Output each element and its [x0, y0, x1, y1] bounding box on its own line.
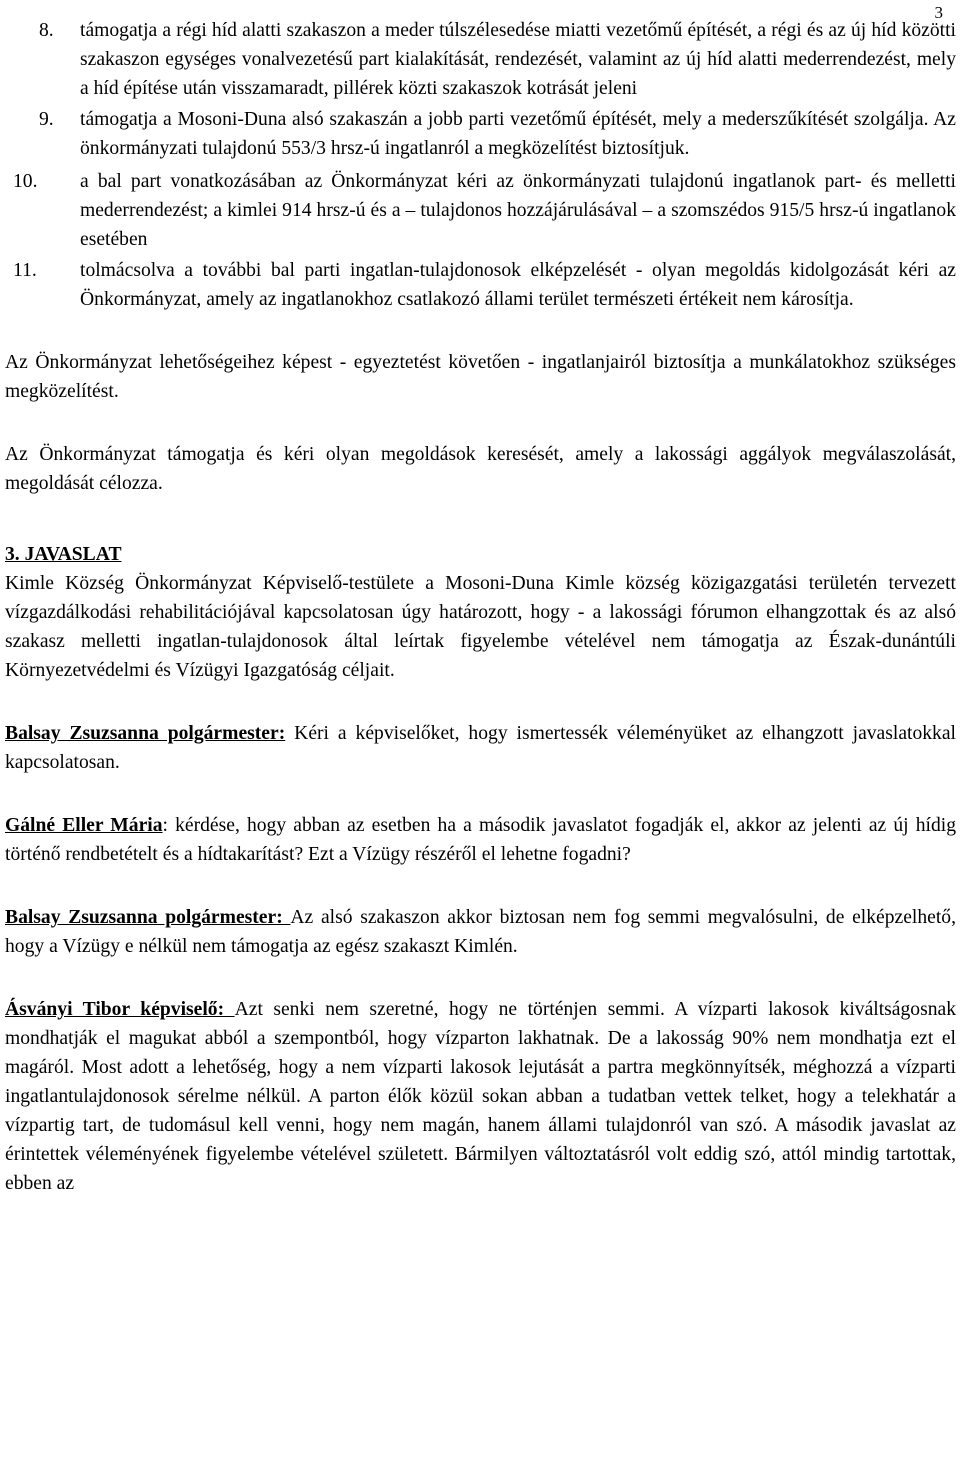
- statement-asvanyi: [5, 995, 956, 1198]
- list-item: [5, 105, 956, 163]
- list-item: [5, 256, 956, 314]
- speaker-name: Balsay Zsuzsanna polgármester:: [5, 907, 291, 928]
- list-item-text: támogatja a régi híd alatti szakaszon a meder túlszélesedése miatti vezetőmű építését, a régi és az új híd közötti szakaszon egységes vonalvezetésű part kialakítását, rendezését, valamint az új híd alatti mederrendezést, mely a híd építése után visszamaradt, pillérek közti szakaszok kotrását jeleni: [80, 20, 956, 99]
- list-item: [5, 167, 956, 254]
- paragraph-access: Az Önkormányzat lehetőségeihez képest - egyeztetést követően - ingatlanjairól biztosítja a munkálatokhoz szükséges megközelítést.: [5, 352, 956, 402]
- statement-mayor-2: [5, 903, 956, 961]
- statement-text: Azt senki nem szeretné, hogy ne történjen semmi. A vízparti lakosok kiváltságosnak mondhatják el magukat abból a szempontból, hogy vízparton lakhatnak. De a lakosság 90% nem mondhatja ezt el magáról. Most adott a lehetőség, hogy a nem vízparti lakosok lejutását a partra megkönnyítsék, méghozzá a vízparti ingatlantulajdonosok sérelme nélkül. A parton élők közül sokan abban a tudatban vettek telket, hogy a telekhatár a vízpartig tart, de tudomásul kell venni, hogy nem magán, hanem állami tulajdonról van szó. A második javaslat az érintettek véleményének figyelembe vételével született. Bármilyen változtatásról volt eddig szó, attól mindig tartottak, ebben az: [5, 999, 956, 1194]
- document-body: [5, 16, 956, 1198]
- statement-mayor-1: [5, 719, 956, 777]
- list-item-text: tolmácsolva a további bal parti ingatlan-tulajdonosok elképzelését - olyan megoldás kidolgozását kéri az Önkormányzat, amely az ingatlanokhoz csatlakozó állami terület természeti értékeit nem károsítja.: [80, 260, 956, 310]
- statement-galne: [5, 811, 956, 869]
- speaker-name: Balsay Zsuzsanna polgármester:: [5, 723, 286, 744]
- numbered-list: [5, 16, 956, 314]
- proposal-heading: 3. JAVASLAT: [5, 544, 122, 565]
- statement-text: Az alsó szakaszon akkor biztosan nem fog semmi megvalósulni, de elképzelhető, hogy a Vízügy e nélkül nem támogatja az egész szakaszt Kimlén.: [5, 907, 956, 957]
- list-item-number: 9.: [39, 109, 54, 130]
- list-item-number: 11.: [13, 260, 37, 281]
- paragraph-support: Az Önkormányzat támogatja és kéri olyan megoldások keresését, amely a lakossági aggályok megválaszolását, megoldását célozza.: [5, 444, 956, 494]
- page-number: 3: [934, 3, 943, 22]
- list-item-number: 10.: [13, 171, 38, 192]
- speaker-name: Ásványi Tibor képviselő:: [5, 999, 235, 1020]
- speaker-name: Gálné Eller Mária: [5, 815, 163, 836]
- list-item: [5, 16, 956, 103]
- list-item-text: a bal part vonatkozásában az Önkormányzat kéri az önkormányzati tulajdonú ingatlanok part- és melletti mederrendezést; a kimlei 914 hrsz-ú és a – tulajdonos hozzájárulásával – a szomszédos 915/5 hrsz-ú ingatlanok esetében: [80, 171, 956, 250]
- list-item-number: 8.: [39, 20, 54, 41]
- list-item-text: támogatja a Mosoni-Duna alsó szakaszán a jobb parti vezetőmű építését, mely a mederszűkítését szolgálja. Az önkormányzati tulajdonú 553/3 hrsz-ú ingatlanról a megközelítést biztosítjuk.: [80, 109, 956, 159]
- proposal-text: Kimle Község Önkormányzat Képviselő-testülete a Mosoni-Duna Kimle község közigazgatási területén tervezett vízgazdálkodási rehabilitációjával kapcsolatosan úgy határozott, hogy - a lakossági fórumon elhangzottak és az alsó szakasz melletti ingatlan-tulajdonosok által leírtak figyelembe vételével nem támogatja az Észak-dunántúli Környezetvédelmi és Vízügyi Igazgatóság céljait.: [5, 573, 956, 681]
- statement-text: : kérdése, hogy abban az esetben ha a második javaslatot fogadják el, akkor az jelenti az új hídig történő rendbetételt és a hídtakarítást? Ezt a Vízügy részéről el lehetne fogadni?: [5, 815, 956, 865]
- statement-text: Kéri a képviselőket, hogy ismertessék véleményüket az elhangzott javaslatokkal kapcsolatosan.: [5, 723, 956, 773]
